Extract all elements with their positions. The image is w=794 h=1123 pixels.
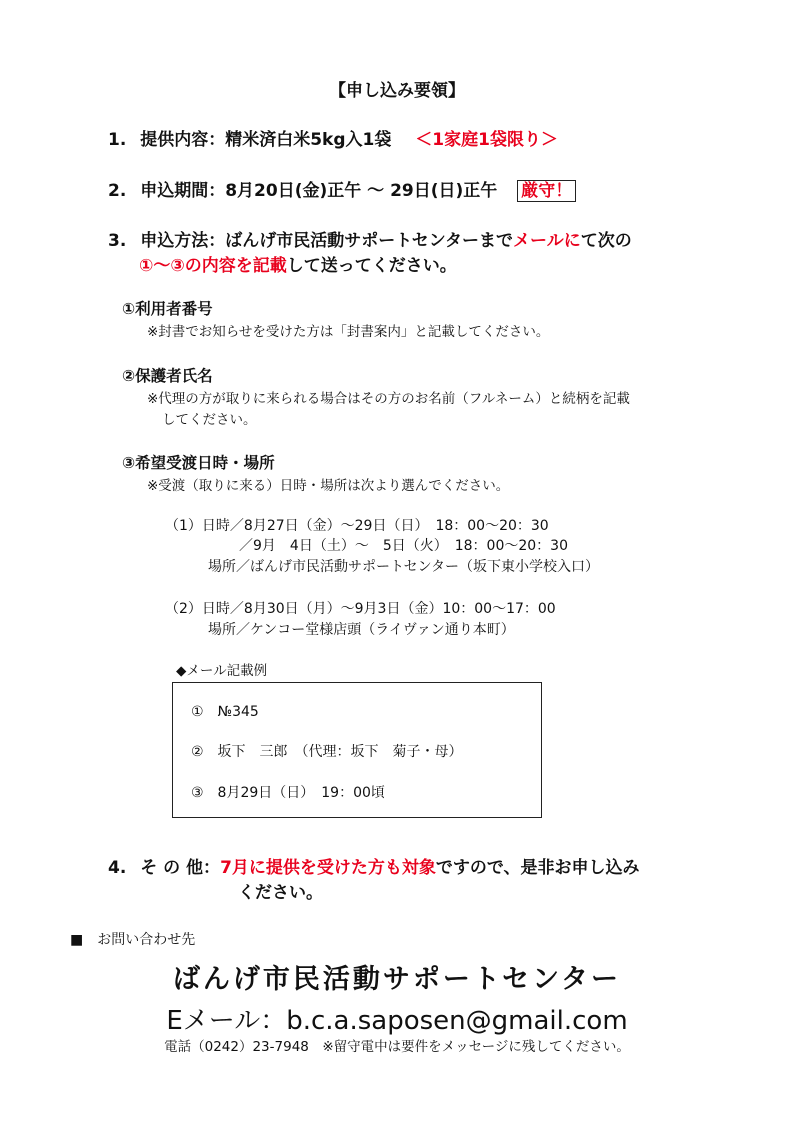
item-1-note: ※封書でお知らせを受けた方は「封書案内」と記載してください。 bbox=[147, 324, 550, 340]
section-3-number: 3. bbox=[108, 231, 127, 251]
section-3-text-tail: て次の bbox=[580, 231, 632, 251]
section-3-line-2 bbox=[139, 251, 457, 276]
schedule-1-line-1: （1）日時／8月27日（金）～29日（日） 18：00～20：30 bbox=[165, 518, 549, 534]
item-2-note-cont: してください。 bbox=[162, 412, 257, 428]
section-4-line-1 bbox=[108, 853, 640, 878]
example-line-2: ② 坂下 三郎 （代理：坂下 菊子・母） bbox=[191, 744, 463, 760]
schedule-1-place: 場所／ばんげ市民活動サポートセンター（坂下東小学校入口） bbox=[208, 559, 600, 575]
item-2-note: ※代理の方が取りに来られる場合はその方のお名前（フルネーム）と続柄を記載 bbox=[147, 391, 630, 407]
section-3-text-end: して送ってください。 bbox=[286, 256, 457, 276]
section-4-number: 4. bbox=[108, 858, 127, 878]
item-1-heading: ①利用者番号 bbox=[122, 300, 213, 318]
section-4-line-2: ください。 bbox=[238, 883, 323, 903]
section-2-text: 申込期間：8月20日(金)正午 ～ 29日(日)正午 bbox=[140, 181, 498, 201]
section-1-number: 1. bbox=[108, 130, 127, 150]
deadline-badge: 厳守！ bbox=[517, 180, 576, 202]
section-3-line-1 bbox=[108, 226, 632, 251]
section-2 bbox=[108, 176, 576, 201]
section-4-text: ですので、是非お申し込み bbox=[435, 858, 640, 878]
organization-name: ばんげ市民活動サポートセンター bbox=[172, 964, 622, 995]
section-2-number: 2. bbox=[108, 181, 127, 201]
section-3-text: 申込方法：ばんげ市民活動サポートセンターまで bbox=[140, 231, 514, 251]
item-3-heading: ③希望受渡日時・場所 bbox=[122, 454, 275, 472]
example-line-3: ③ 8月29日（日） 19：00頃 bbox=[191, 785, 385, 801]
email-example-box bbox=[172, 682, 542, 818]
example-line-1: ① №345 bbox=[191, 704, 259, 720]
section-3-email-highlight: メールに bbox=[513, 231, 581, 251]
section-1-text: 提供内容：精米済白米5kg入1袋 bbox=[140, 130, 392, 150]
section-1 bbox=[108, 125, 558, 150]
section-4-highlight: 7月に提供を受けた方も対象 bbox=[220, 858, 436, 878]
schedule-2-line-1: （2）日時／8月30日（月）～9月3日（金）10：00～17：00 bbox=[165, 601, 556, 617]
schedule-2-place: 場所／ケンコー堂様店頭（ライヴァン通り本町） bbox=[208, 622, 515, 638]
section-3-content-highlight: ①～③の内容を記載 bbox=[139, 256, 287, 276]
contact-email: Eメール：b.c.a.saposen@gmail.com bbox=[166, 1006, 628, 1036]
page-title: 【申し込み要領】 bbox=[329, 81, 465, 101]
contact-phone: 電話（0242）23-7948 ※留守電中は要件をメッセージに残してください。 bbox=[164, 1039, 630, 1055]
schedule-1-line-2: ／9月 4日（土）～ 5日（火） 18：00～20：30 bbox=[239, 538, 568, 554]
section-4-label: そ の 他： bbox=[140, 858, 221, 878]
item-3-note: ※受渡（取りに来る）日時・場所は次より選んでください。 bbox=[147, 478, 510, 494]
section-1-limit: ＜1家庭1袋限り＞ bbox=[415, 130, 558, 150]
item-2-heading: ②保護者氏名 bbox=[122, 367, 213, 385]
contact-label: ■ お問い合わせ先 bbox=[70, 932, 196, 948]
email-example-label: ◆メール記載例 bbox=[176, 663, 268, 679]
